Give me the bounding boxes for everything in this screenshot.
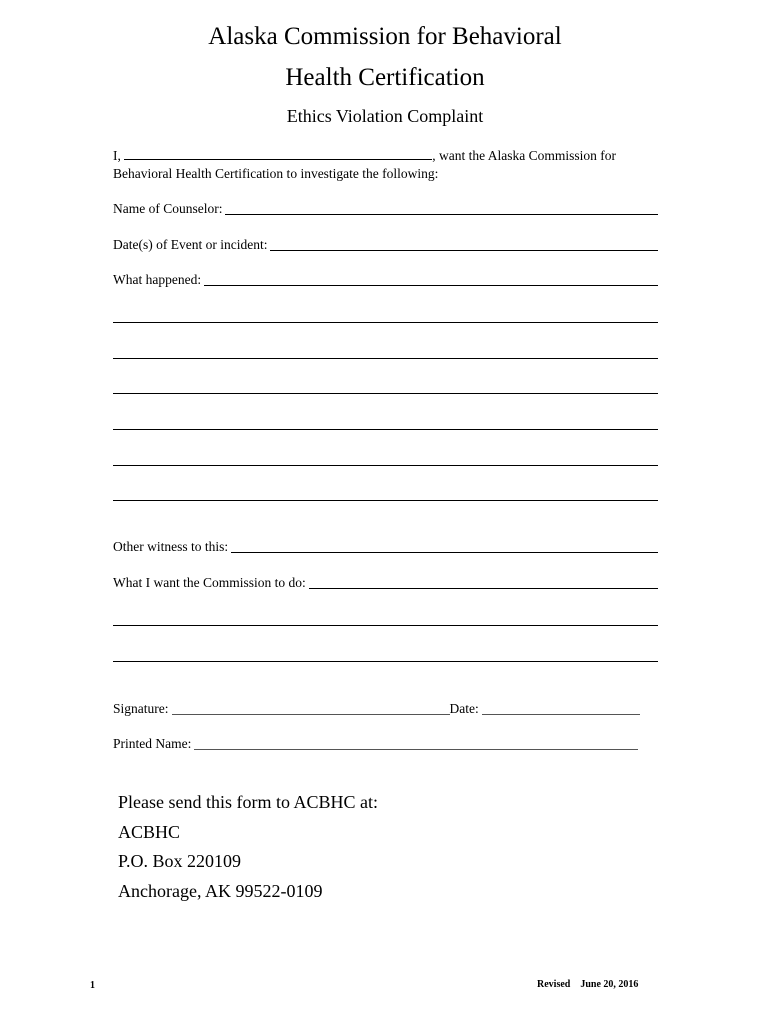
date-label: Date: (449, 701, 479, 716)
page-number: 1 (90, 980, 95, 991)
address-organization: ACBHC (118, 821, 181, 842)
what-happened-label: What happened: (113, 272, 202, 287)
commission-line-3[interactable] (113, 661, 658, 662)
printed-name-blank[interactable] (194, 749, 638, 750)
commission-blank[interactable] (309, 588, 658, 589)
form-title-line-2: Health Certification (285, 64, 485, 91)
witness-field-row (113, 538, 658, 556)
printed-name-label: Printed Name: (113, 736, 192, 751)
address-city-state-zip: Anchorage, AK 99522-0109 (118, 880, 323, 901)
commission-line-2[interactable] (113, 625, 658, 626)
date-blank[interactable] (482, 714, 640, 715)
address-instruction: Please send this form to ACBHC at: (118, 792, 378, 812)
intro-statement (113, 147, 658, 183)
witness-blank[interactable] (231, 552, 658, 553)
signature-blank[interactable] (172, 714, 450, 715)
what-happened-line-4[interactable] (113, 393, 658, 394)
commission-label: What I want the Commission to do: (113, 575, 306, 590)
signature-row (113, 700, 658, 718)
dates-label: Date(s) of Event or incident: (113, 237, 268, 252)
form-subtitle: Ethics Violation Complaint (286, 106, 484, 126)
what-happened-line-5[interactable] (113, 429, 658, 430)
form-title-line-1: Alaska Commission for Behavioral (208, 23, 562, 50)
revision-date: Revised June 20, 2016 (537, 979, 639, 990)
what-happened-line-7[interactable] (113, 500, 658, 501)
counselor-label: Name of Counselor: (113, 201, 223, 216)
printed-name-row (113, 735, 658, 753)
dates-blank[interactable] (270, 250, 658, 251)
commission-field-row (113, 574, 658, 592)
mailing-address (118, 788, 378, 906)
what-happened-line-2[interactable] (113, 322, 658, 323)
intro-prefix: I, (113, 148, 125, 163)
counselor-name-blank[interactable] (225, 214, 658, 215)
intro-suffix: , want the Alaska Commission for Behavioral Health Certification to investigate the following: (113, 148, 616, 181)
what-happened-line-3[interactable] (113, 358, 658, 359)
complainant-name-blank[interactable] (124, 147, 432, 160)
what-happened-blank[interactable] (204, 285, 658, 286)
signature-label: Signature: (113, 701, 169, 716)
counselor-field-row (113, 200, 658, 218)
dates-field-row (113, 236, 658, 254)
what-happened-line-6[interactable] (113, 465, 658, 466)
witness-label: Other witness to this: (113, 539, 229, 554)
what-happened-field-row (113, 271, 658, 289)
address-po-box: P.O. Box 220109 (118, 851, 242, 871)
